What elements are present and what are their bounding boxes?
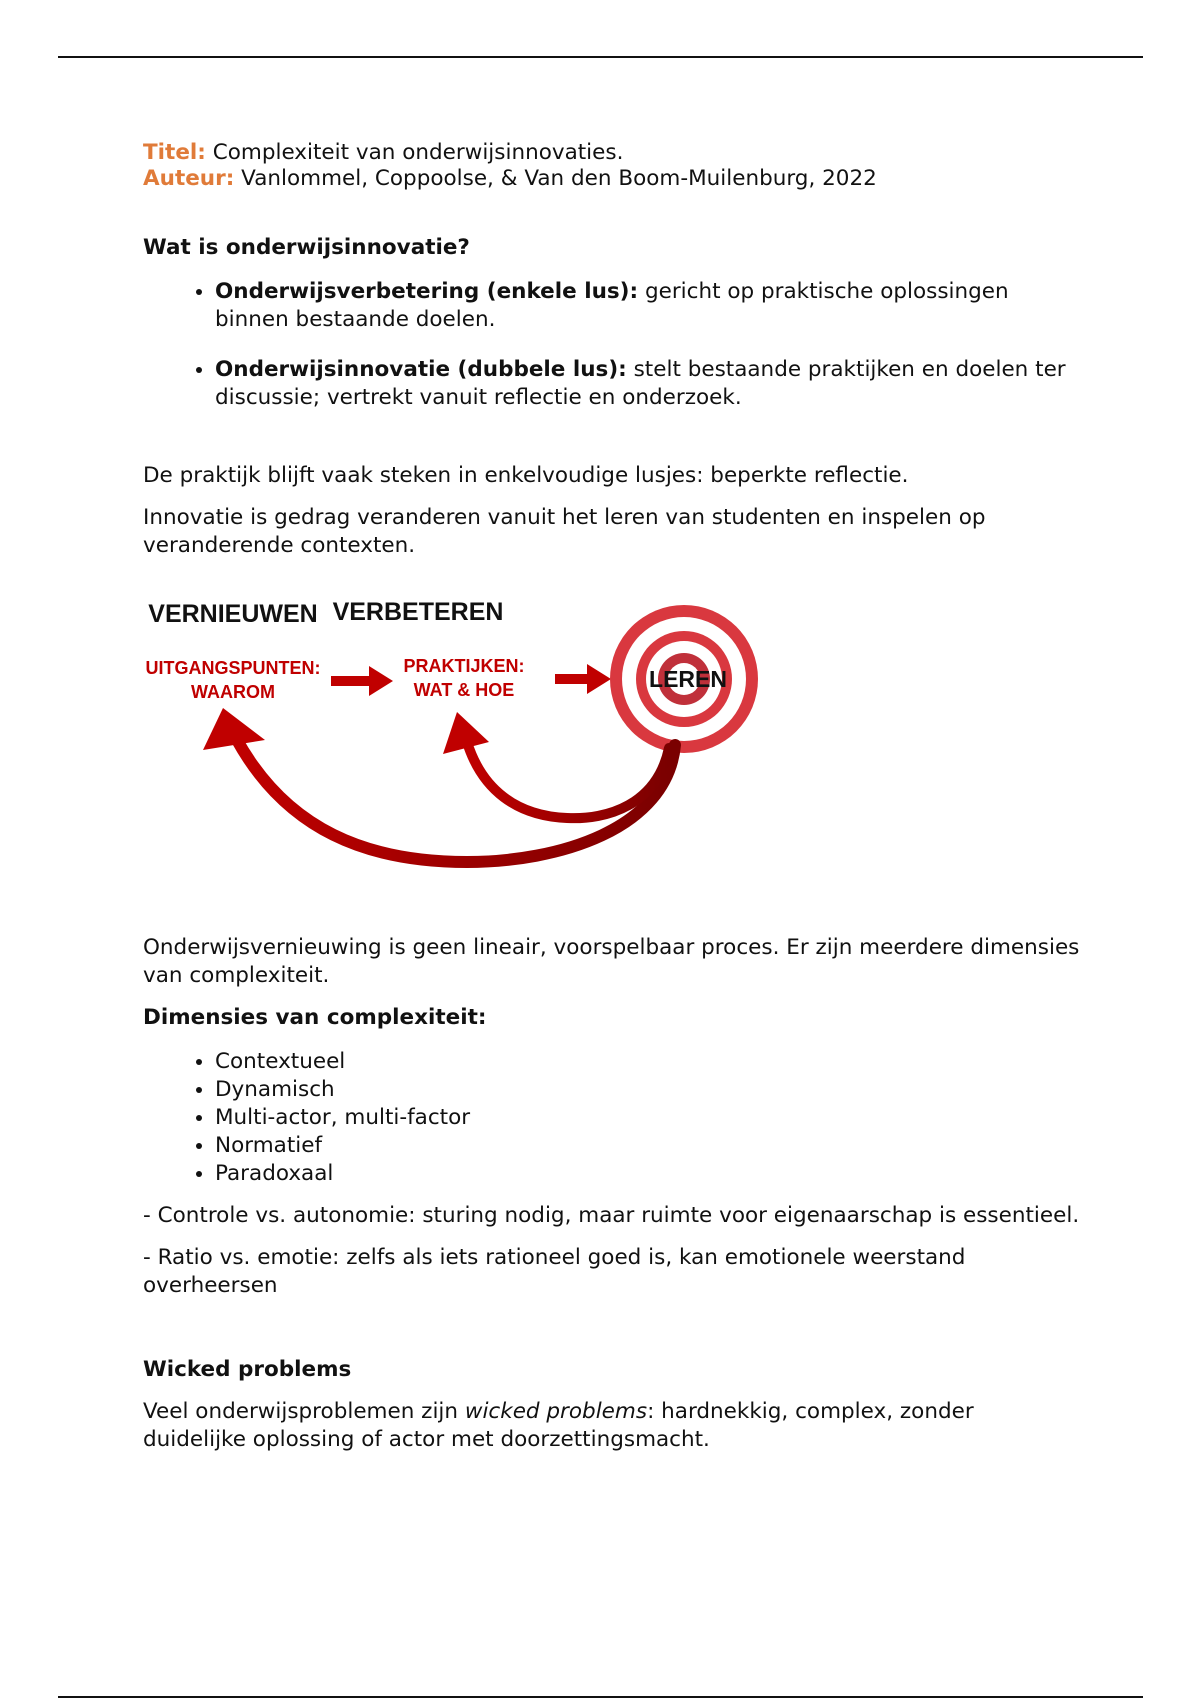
wicked-text-start: Veel onderwijsproblemen zijn <box>143 1399 465 1424</box>
arrow-right-icon <box>555 664 611 694</box>
title-label: Titel: <box>143 140 206 165</box>
list-item: • Multi-actor, multi-factor <box>215 1104 1083 1132</box>
wicked-text-end: : hardnekkig, complex, zonder duidelijke oplossing of actor met doorzettingsmacht. <box>143 1399 974 1452</box>
list-item: • Normatief <box>215 1132 1083 1160</box>
dimensions-list <box>143 1048 1083 1188</box>
list-item: • Dynamisch <box>215 1076 1083 1104</box>
paragraph: - Controle vs. autonomie: sturing nodig, maar ruimte voor eigenaarschap is essentieel. <box>143 1203 1080 1228</box>
diagram-wat-hoe: WAT & HOE <box>413 680 515 700</box>
author-label: Auteur: <box>143 166 235 191</box>
definition-text: stelt bestaande praktijken en doelen ter discussie; vertrekt vanuit reflectie en onderzoek. <box>215 357 1066 410</box>
author-value: Vanlommel, Coppoolse, & Van den Boom-Muilenburg, 2022 <box>241 166 877 191</box>
title-value: Complexiteit van onderwijsinnovaties. <box>212 140 624 165</box>
definition-text: gericht op praktische oplossingen binnen bestaande doelen. <box>215 279 1009 332</box>
paragraph <box>143 1398 1083 1454</box>
section-heading-wicked: Wicked problems <box>143 1357 352 1382</box>
section-heading-innovation: Wat is onderwijsinnovatie? <box>143 235 470 260</box>
paragraph: - Ratio vs. emotie: zelfs als iets rationeel goed is, kan emotionele weerstand overheersen <box>143 1245 966 1298</box>
title-line <box>143 140 1083 166</box>
definition-list <box>143 278 1083 412</box>
list-item: • Paradoxaal <box>215 1160 1083 1188</box>
diagram-waarom: WAAROM <box>191 682 275 702</box>
top-rule <box>58 56 1143 58</box>
author-line <box>143 166 1083 192</box>
arrow-head-icon <box>443 712 489 754</box>
diagram-label-verbeteren: VERBETEREN <box>332 598 504 626</box>
loop-arrow-large <box>237 740 675 862</box>
paragraph: Onderwijsvernieuwing is geen lineair, voorspelbaar proces. Er zijn meerdere dimensies van complexiteit. <box>143 935 1080 988</box>
diagram-leren: LEREN <box>649 666 727 692</box>
bottom-rule <box>58 1696 1143 1698</box>
arrow-head-icon <box>203 708 265 750</box>
diagram-uitgangspunten: UITGANGSPUNTEN: <box>145 658 321 678</box>
arrow-right-icon <box>331 666 393 696</box>
definition-term: Onderwijsverbetering (enkele lus): <box>215 279 639 304</box>
document-body <box>143 140 1083 1454</box>
diagram-svg <box>137 580 777 870</box>
paragraph: De praktijk blijft vaak steken in enkelvoudige lusjes: beperkte reflectie. <box>143 463 909 488</box>
diagram-praktijken: PRAKTIJKEN: <box>403 656 525 676</box>
wicked-term: wicked problems <box>464 1399 648 1424</box>
learning-loops-diagram <box>137 580 777 870</box>
list-item <box>215 278 1083 334</box>
definition-term: Onderwijsinnovatie (dubbele lus): <box>215 357 627 382</box>
diagram-label-vernieuwen: VERNIEUWEN <box>148 600 318 628</box>
section-heading-dimensions: Dimensies van complexiteit: <box>143 1005 487 1030</box>
list-item <box>215 356 1083 412</box>
paragraph: Innovatie is gedrag veranderen vanuit het leren van studenten en inspelen op veranderende contexten. <box>143 505 986 558</box>
list-item: • Contextueel <box>215 1048 1083 1076</box>
